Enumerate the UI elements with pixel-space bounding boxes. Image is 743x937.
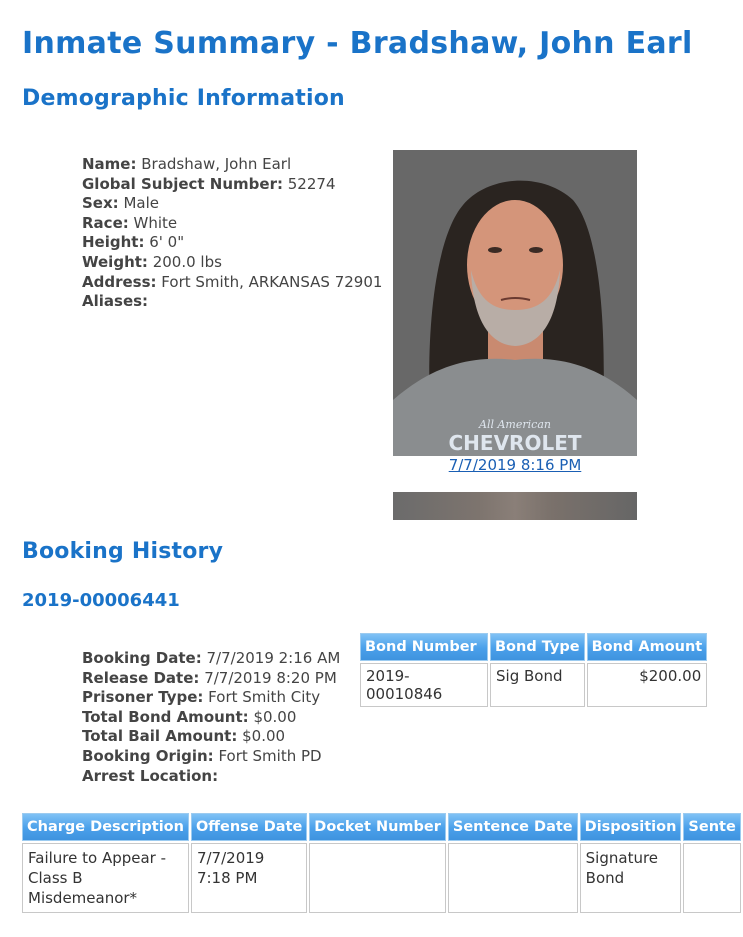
table-row <box>360 663 707 707</box>
field-label: Aliases: <box>82 292 149 311</box>
shirt-text-line2: CHEVROLET <box>448 431 582 455</box>
col-charge-description: Charge Description <box>22 813 189 841</box>
field-value: Fort Smith City <box>208 688 321 707</box>
field-label: Global Subject Number: <box>82 174 283 193</box>
field-value: Male <box>123 194 159 213</box>
field-height <box>82 233 382 253</box>
field-booking-origin <box>82 747 340 767</box>
field-arrest-location <box>82 767 340 787</box>
booking-history-heading: Booking History <box>22 539 224 564</box>
field-label: Booking Origin: <box>82 746 214 765</box>
field-label: Weight: <box>82 252 148 271</box>
booking-number: 2019-00006441 <box>22 590 180 611</box>
table-header-row <box>360 633 707 661</box>
field-label: Race: <box>82 213 129 232</box>
col-sentence-date: Sentence Date <box>448 813 578 841</box>
field-value: Fort Smith PD <box>218 746 322 765</box>
field-total-bond-amount <box>82 708 340 728</box>
cell-sentence-truncated <box>683 843 740 913</box>
secondary-photo-thumbnail[interactable] <box>393 492 637 520</box>
field-sex <box>82 194 382 214</box>
field-release-date <box>82 669 340 689</box>
field-value: 6' 0" <box>149 233 185 252</box>
field-value: White <box>133 213 178 232</box>
field-label: Sex: <box>82 194 119 213</box>
photo-date-link[interactable]: 7/7/2019 8:16 PM <box>448 456 582 474</box>
col-bond-amount: Bond Amount <box>587 633 708 661</box>
field-label: Height: <box>82 233 145 252</box>
field-booking-date <box>82 649 340 669</box>
field-value: 52274 <box>287 174 336 193</box>
field-label: Total Bail Amount: <box>82 727 238 746</box>
field-value: 200.0 lbs <box>152 252 222 271</box>
field-value: Bradshaw, John Earl <box>141 155 292 173</box>
col-sentence-truncated: Sente <box>683 813 740 841</box>
field-value: $0.00 <box>253 707 297 726</box>
field-value: 7/7/2019 8:20 PM <box>204 668 337 687</box>
col-docket-number: Docket Number <box>309 813 446 841</box>
field-label: Arrest Location: <box>82 766 219 785</box>
field-label: Total Bond Amount: <box>82 707 249 726</box>
table-header-row <box>22 813 741 841</box>
field-address <box>82 273 382 293</box>
field-global-subject-number <box>82 175 382 195</box>
field-aliases <box>82 292 382 312</box>
field-name <box>82 155 382 175</box>
bond-table <box>358 631 709 709</box>
page-title: Inmate Summary - Bradshaw, John Earl <box>22 26 693 61</box>
booking-info <box>82 649 340 786</box>
mugshot-illustration <box>393 150 637 456</box>
field-value: $0.00 <box>242 727 286 746</box>
field-prisoner-type <box>82 688 340 708</box>
demographic-info <box>82 155 382 312</box>
col-disposition: Disposition <box>580 813 682 841</box>
shirt-text-line1: All American <box>479 418 551 431</box>
cell-offense-date: 7/7/2019 7:18 PM <box>191 843 307 913</box>
field-label: Address: <box>82 272 157 291</box>
field-value: 7/7/2019 2:16 AM <box>206 649 341 667</box>
col-bond-number: Bond Number <box>360 633 488 661</box>
field-total-bail-amount <box>82 727 340 747</box>
field-label: Name: <box>82 155 137 173</box>
col-bond-type: Bond Type <box>490 633 585 661</box>
field-label: Release Date: <box>82 668 200 687</box>
field-label: Booking Date: <box>82 649 202 667</box>
field-value: Fort Smith, ARKANSAS 72901 <box>161 272 383 291</box>
cell-bond-type: Sig Bond <box>490 663 585 707</box>
field-race <box>82 214 382 234</box>
charge-table <box>20 811 743 915</box>
cell-sentence-date <box>448 843 578 913</box>
cell-disposition: Signature Bond <box>580 843 682 913</box>
col-offense-date: Offense Date <box>191 813 307 841</box>
cell-charge-description: Failure to Appear - Class B Misdemeanor* <box>22 843 189 913</box>
cell-docket-number <box>309 843 446 913</box>
field-label: Prisoner Type: <box>82 688 204 707</box>
cell-bond-number: 2019-00010846 <box>360 663 488 707</box>
cell-bond-amount: $200.00 <box>587 663 708 707</box>
demographic-heading: Demographic Information <box>22 86 345 111</box>
mugshot-photo[interactable] <box>393 150 637 456</box>
table-row <box>22 843 741 913</box>
field-weight <box>82 253 382 273</box>
